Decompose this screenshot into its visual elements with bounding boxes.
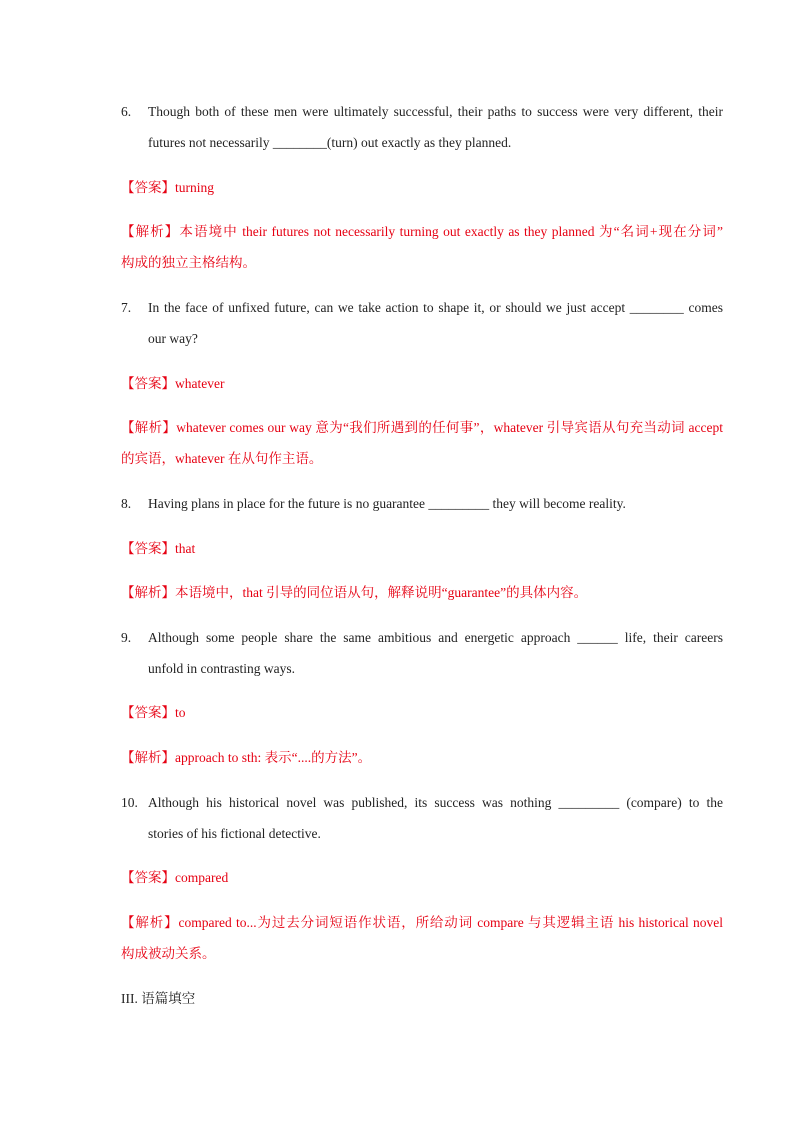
question-6-line-2: futures not necessarily ________(turn) out exactly as they planned. [148, 135, 512, 150]
question-7-analysis-line-1: 【解析】whatever comes our way 意为“我们所遇到的任何事”，whatever 引导宾语从句充当动词 accept [121, 420, 723, 435]
question-6-analysis-line-2: 构成的独立主格结构。 [121, 255, 256, 270]
question-10-analysis-line-2: 构成被动关系。 [121, 946, 216, 961]
question-10-line-1: Although his historical novel was published, its success was nothing _________ (compare) to the [148, 795, 723, 810]
question-8-number: 8. [121, 496, 132, 511]
question-9-analysis-line-1: 【解析】approach to sth: 表示“....的方法”。 [121, 750, 372, 765]
question-10-analysis-line-1: 【解析】compared to...为过去分词短语作状语，所给动词 compare 与其逻辑主语 his historical novel [121, 915, 723, 930]
question-8-analysis-line-1: 【解析】本语境中，that 引导的同位语从句，解释说明“guarantee”的具体内容。 [121, 585, 588, 600]
question-8-answer: 【答案】that [121, 541, 196, 556]
question-8-line-1: Having plans in place for the future is no guarantee _________ they will become reality. [148, 496, 626, 511]
question-7-answer: 【答案】whatever [121, 376, 225, 391]
question-9-answer: 【答案】to [121, 705, 186, 720]
question-6-analysis-line-1: 【解析】本语境中 their futures not necessarily turning out exactly as they planned 为“名词+现在分词” [121, 224, 723, 239]
question-7-analysis-line-2: 的宾语，whatever 在从句作主语。 [121, 451, 323, 466]
question-10-number: 10. [121, 795, 138, 810]
question-9-line-1: Although some people share the same ambitious and energetic approach ______ life, their careers [148, 630, 723, 645]
section-heading: III. 语篇填空 [121, 991, 196, 1006]
question-10-line-2: stories of his fictional detective. [148, 826, 321, 841]
question-9-number: 9. [121, 630, 132, 645]
question-7-line-2: our way? [148, 331, 198, 346]
question-9-line-2: unfold in contrasting ways. [148, 661, 295, 676]
question-6-number: 6. [121, 104, 132, 119]
question-6-answer: 【答案】turning [121, 180, 214, 195]
question-10-answer: 【答案】compared [121, 870, 229, 885]
question-7-line-1: In the face of unfixed future, can we take action to shape it, or should we just accept ________ comes [148, 300, 723, 315]
question-6-line-1: Though both of these men were ultimately successful, their paths to success were very different, their [148, 104, 723, 119]
question-7-number: 7. [121, 300, 132, 315]
